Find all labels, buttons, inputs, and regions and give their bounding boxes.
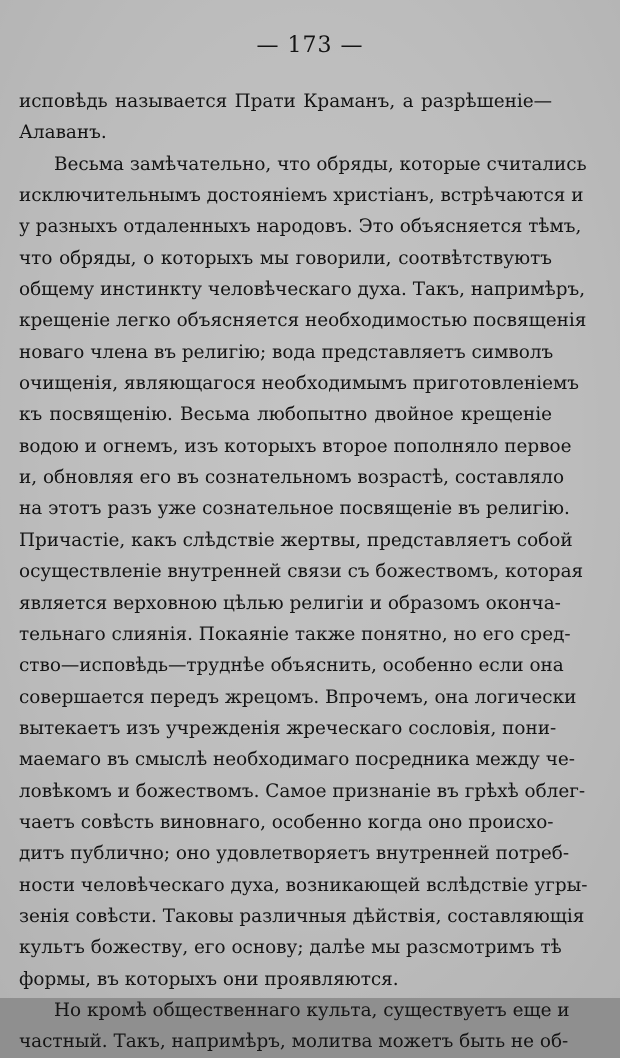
- text-line: Весьма замѣчательно, что обряды, которые считались: [54, 153, 587, 175]
- text-line: чаетъ совѣсть виновнаго, особенно когда оно происхо-: [19, 811, 554, 833]
- text-line: совершается передъ жрецомъ. Впрочемъ, она логически: [19, 686, 577, 708]
- page-number: — 173 —: [256, 33, 364, 58]
- text-line: ловѣкомъ и божествомъ. Самое признаніе въ грѣхѣ облег-: [19, 780, 586, 802]
- text-line: тельнаго слиянія. Покаяніе также понятно, но его сред-: [19, 623, 571, 645]
- text-line: исключительнымъ достояніемъ христіанъ, встрѣчаются и: [19, 185, 584, 207]
- text-line: Причастіе, какъ слѣдствіе жертвы, представляетъ собой: [19, 529, 573, 551]
- text-line: является верховною цѣлью религіи и образомъ оконча-: [19, 592, 561, 614]
- text-line: культъ божеству, его основу; далѣе мы разсмотримъ тѣ: [19, 937, 562, 959]
- text-line: исповѣдь называется Прати Краманъ, а разрѣшеніе—: [19, 91, 552, 112]
- text-line: что обряды, о которыхъ мы говорили, соотвѣтствуютъ: [19, 247, 552, 269]
- text-line: дитъ публично; оно удовлетворяетъ внутренней потреб-: [19, 843, 570, 865]
- text-line: и, обновляя его въ сознательномъ возрастѣ, составляло: [19, 467, 565, 489]
- text-line: новаго члена въ религію; вода представляетъ символъ: [19, 341, 554, 363]
- text-line: водою и огнемъ, изъ которыхъ второе пополняло первое: [19, 435, 572, 457]
- text-line: осуществленіе внутренней связи съ божествомъ, которая: [19, 561, 584, 583]
- text-line: зенія совѣсти. Таковы различныя дѣйствія, составляющія: [19, 905, 585, 927]
- text-line: къ посвященію. Весьма любопытно двойное крещеніе: [19, 404, 552, 426]
- text-line: общему инстинкту человѣческаго духа. Такъ, напримѣръ,: [19, 279, 586, 301]
- text-line: Алаванъ.: [19, 122, 107, 144]
- body-text: [19, 86, 588, 1058]
- text-line: ности человѣческаго духа, возникающей вслѣдствіе угры-: [19, 874, 588, 896]
- text-line: Но кромѣ общественнаго культа, существуетъ еще и: [54, 999, 570, 1021]
- text-line: крещеніе легко объясняется необходимостью посвященія: [19, 310, 587, 332]
- text-line: маемаго въ смыслѣ необходимаго посредника между че-: [19, 749, 575, 771]
- text-line: частный. Такъ, напримѣръ, молитва можетъ быть не об-: [19, 1031, 569, 1053]
- text-line: у разныхъ отдаленныхъ народовъ. Это объясняется тѣмъ,: [19, 216, 582, 238]
- text-line: вытекаетъ изъ учрежденія жреческаго сословія, пони-: [19, 717, 557, 739]
- text-line: на этотъ разъ уже сознательное посвященіе въ религію.: [19, 498, 570, 520]
- text-line: ство—исповѣдь—труднѣе объяснить, особенно если она: [19, 655, 564, 677]
- text-line: очищенія, являющагося необходимымъ приготовленіемъ: [19, 373, 579, 395]
- text-line: формы, въ которыхъ они проявляются.: [19, 968, 399, 990]
